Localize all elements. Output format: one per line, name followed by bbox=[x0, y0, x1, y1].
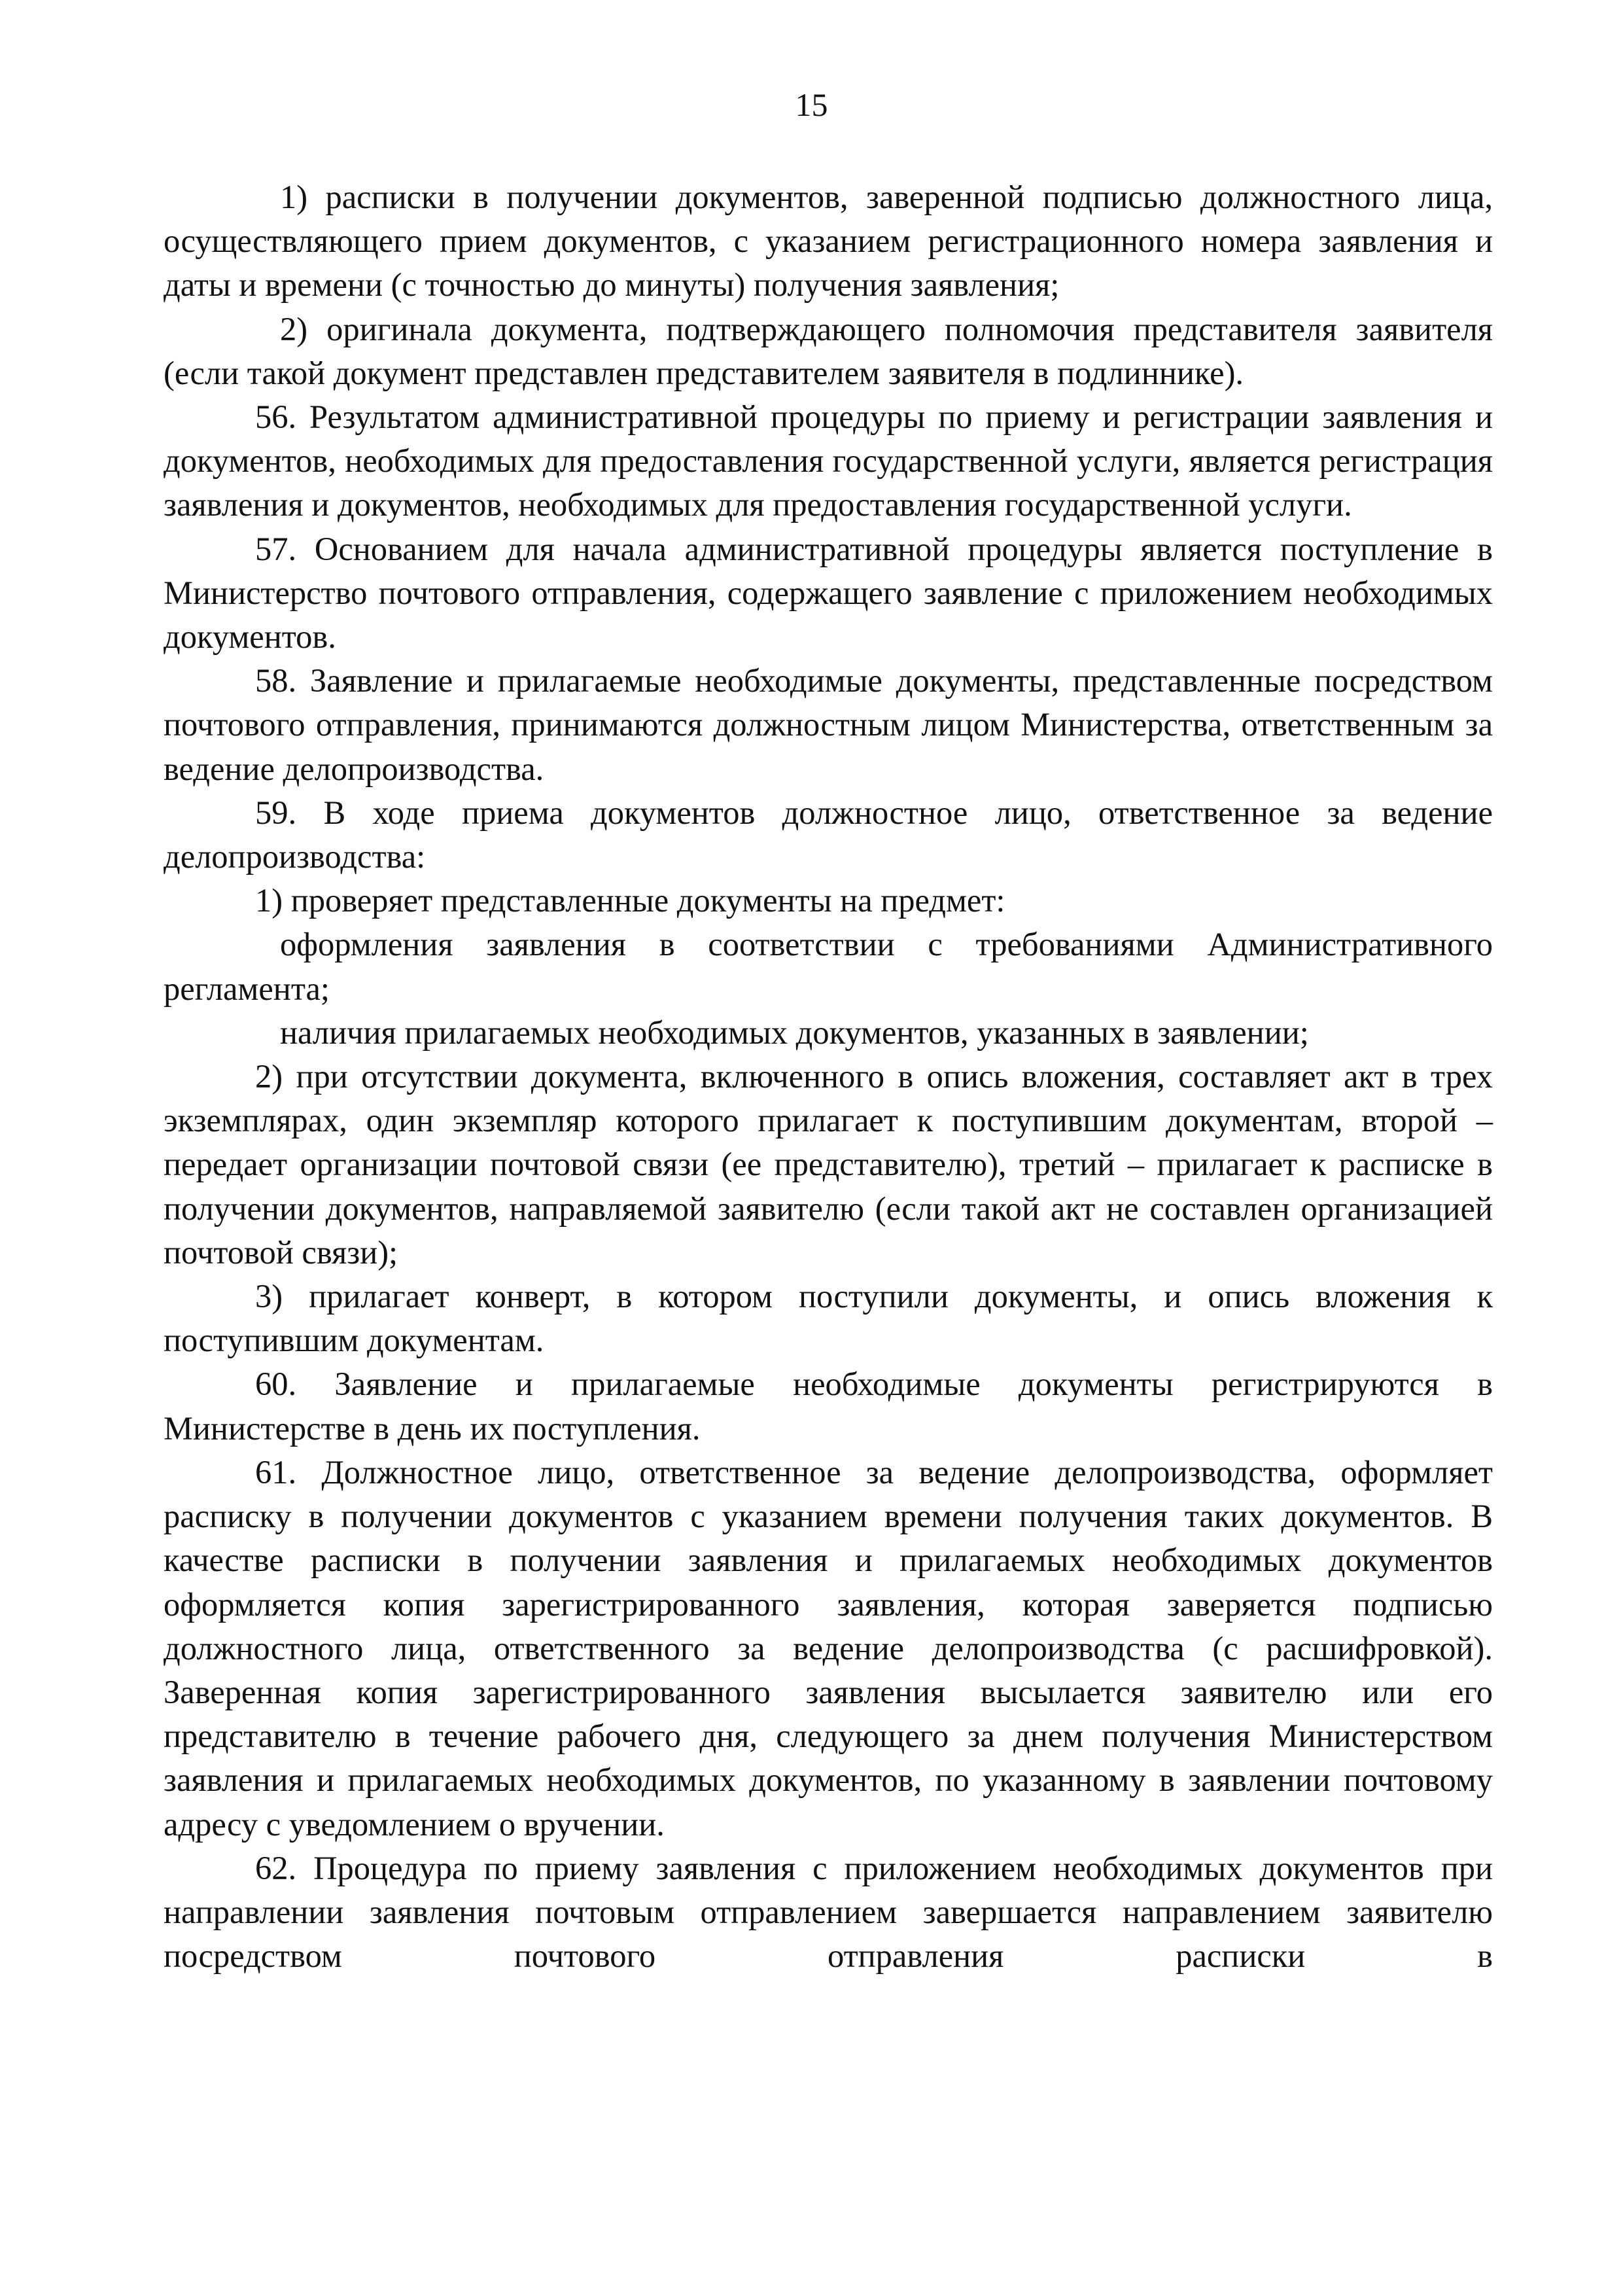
paragraph-57: 57. Основанием для начала административной процедуры является поступление в Министерство почтового отправления, содержащего заявление с приложением необходимых документов. bbox=[164, 530, 1493, 656]
paragraph-59-item-1: 1) проверяет представленные документы на предмет: bbox=[255, 882, 1005, 919]
paragraph-60: 60. Заявление и прилагаемые необходимые документы регистрируются в Министерстве в день их поступления. bbox=[164, 1366, 1493, 1447]
paragraph-58: 58. Заявление и прилагаемые необходимые документы, представленные посредством почтового отправления, принимаются должностным лицом Министерства, ответственным за ведение делопроизводства. bbox=[164, 662, 1493, 787]
document-body bbox=[164, 175, 1493, 1978]
paragraph-59: 59. В ходе приема документов должностное лицо, ответственное за ведение делопроизводства: bbox=[164, 794, 1493, 875]
paragraph-59-item-2: 2) при отсутствии документа, включенного в опись вложения, составляет акт в трех экземплярах, один экземпляр которого прилагает к поступившим документам, второй – передает организации почтовой связи (ее представителю), третий – прилагает к расписке в получении документов, направляемой заявителю (если такой акт не составлен организацией почтовой связи); bbox=[164, 1058, 1493, 1271]
paragraph-59-item-3: 3) прилагает конверт, в котором поступили документы, и опись вложения к поступившим документам. bbox=[164, 1278, 1493, 1359]
paragraph-item-2: 2) оригинала документа, подтверждающего полномочия представителя заявителя (если такой документ представлен представителем заявителя в подлиннике). bbox=[164, 310, 1493, 391]
paragraph-62: 62. Процедура по приему заявления с приложением необходимых документов при направлении заявления почтовым отправлением завершается направлением заявителю посредством почтового отправления расписки в bbox=[164, 1849, 1493, 1975]
paragraph-56: 56. Результатом административной процедуры по приему и регистрации заявления и документов, необходимых для предоставления государственной услуги, является регистрация заявления и документов, необходимых для предоставления государственной услуги. bbox=[164, 398, 1493, 523]
page-number: 15 bbox=[795, 86, 828, 123]
paragraph-item-1: 1) расписки в получении документов, заверенной подписью должностного лица, осуществляющего прием документов, с указанием регистрационного номера заявления и даты и времени (с точностью до минуты) получения заявления; bbox=[164, 179, 1493, 304]
paragraph-59-item-1a: оформления заявления в соответствии с требованиями Административного регламента; bbox=[164, 926, 1493, 1007]
paragraph-61: 61. Должностное лицо, ответственное за ведение делопроизводства, оформляет расписку в получении документов с указанием времени получения таких документов. В качестве расписки в получении заявления и прилагаемых необходимых документов оформляется копия зарегистрированного заявления, которая заверяется подписью должностного лица, ответственного за ведение делопроизводства (с расшифровкой). Заверенная копия зарегистрированного заявления высылается заявителю или его представителю в течение рабочего дня, следующего за днем получения Министерством заявления и прилагаемых необходимых документов, по указанному в заявлении почтовому адресу с уведомлением о вручении. bbox=[164, 1453, 1493, 1843]
paragraph-59-item-1b: наличия прилагаемых необходимых документов, указанных в заявлении; bbox=[280, 1014, 1309, 1051]
